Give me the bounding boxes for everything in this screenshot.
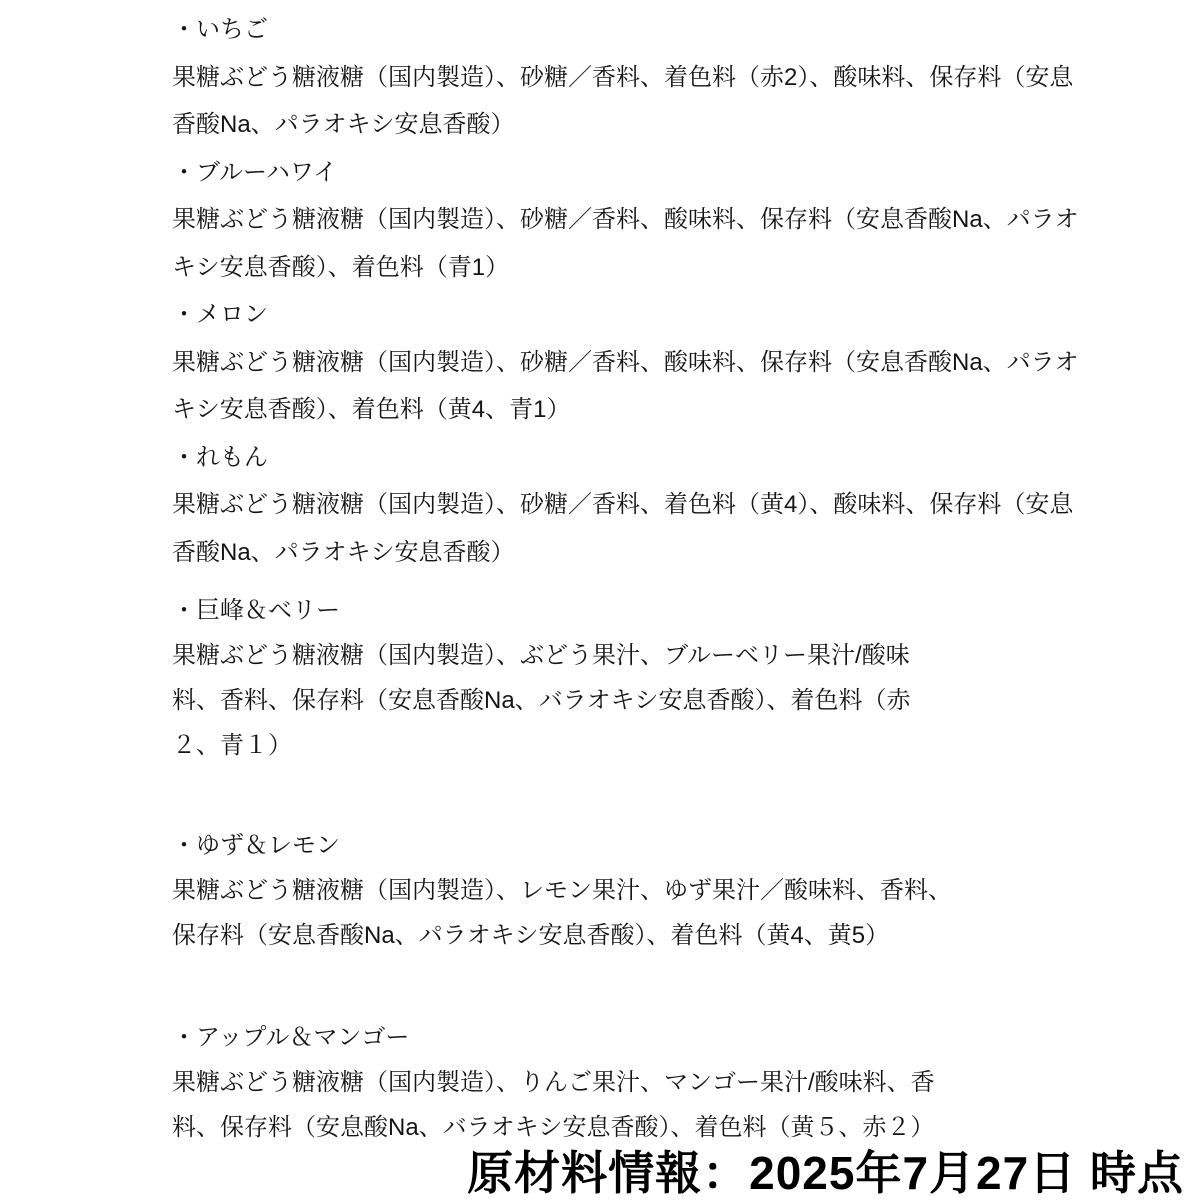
ingredient-line: 果糖ぶどう糖液糖（国内製造）、りんご果汁、マンゴー果汁/酸味料、香	[172, 1069, 935, 1096]
section-kyoho-berry	[172, 588, 1079, 768]
ingredient-line: 料、保存料（安息酸Na、バラオキシ安息香酸）、着色料（黄５、赤２）	[172, 1114, 935, 1141]
flavor-title: ・巨峰＆ベリー	[172, 597, 340, 624]
ingredient-info-date: 原材料情報：2025年7月27日 時点	[467, 1147, 1184, 1199]
section-lemon	[172, 434, 1079, 577]
flavor-title: ・れもん	[172, 443, 268, 471]
flavor-title: ・メロン	[172, 301, 268, 328]
section-melon	[172, 291, 1079, 434]
ingredient-line: 果糖ぶどう糖液糖（国内製造）、ぶどう果汁、ブルーベリー果汁/酸味	[172, 642, 910, 669]
ingredient-line: 香酸Na、パラオキシ安息香酸）	[172, 538, 515, 566]
section-yuzu-lemon	[172, 823, 1079, 958]
ingredient-line: 果糖ぶどう糖液糖（国内製造）、砂糖／香料、着色料（赤2）、酸味料、保存料（安息	[172, 63, 1074, 91]
ingredient-line: ２、青１）	[172, 732, 292, 759]
ingredient-line: キシ安息香酸）、着色料（青1）	[172, 253, 510, 281]
flavor-title: ・ブルーハワイ	[172, 158, 338, 186]
ingredient-list	[172, 6, 1079, 1150]
flavor-title: ・いちご	[172, 16, 268, 43]
ingredient-line: 果糖ぶどう糖液糖（国内製造）、レモン果汁、ゆず果汁／酸味料、香料、	[172, 877, 952, 904]
ingredient-line: 果糖ぶどう糖液糖（国内製造）、砂糖／香料、酸味料、保存料（安息香酸Na、パラオ	[172, 206, 1079, 233]
ingredient-line: 果糖ぶどう糖液糖（国内製造）、砂糖／香料、着色料（黄4）、酸味料、保存料（安息	[172, 491, 1074, 518]
ingredient-line: キシ安息香酸）、着色料（黄4、青1）	[172, 396, 571, 423]
section-apple-mango	[172, 1015, 1079, 1150]
section-ichigo	[172, 6, 1079, 149]
ingredient-line: 香酸Na、パラオキシ安息香酸）	[172, 111, 515, 138]
flavor-title: ・ゆず＆レモン	[172, 832, 340, 859]
ingredient-line: 料、香料、保存料（安息香酸Na、バラオキシ安息香酸）、着色料（赤	[172, 687, 911, 714]
section-blue-hawaii	[172, 149, 1079, 292]
flavor-title: ・アップル＆マンゴー	[172, 1024, 410, 1051]
ingredient-line: 果糖ぶどう糖液糖（国内製造）、砂糖／香料、酸味料、保存料（安息香酸Na、パラオ	[172, 348, 1079, 376]
ingredient-line: 保存料（安息香酸Na、パラオキシ安息香酸）、着色料（黄4、黄5）	[172, 922, 890, 949]
